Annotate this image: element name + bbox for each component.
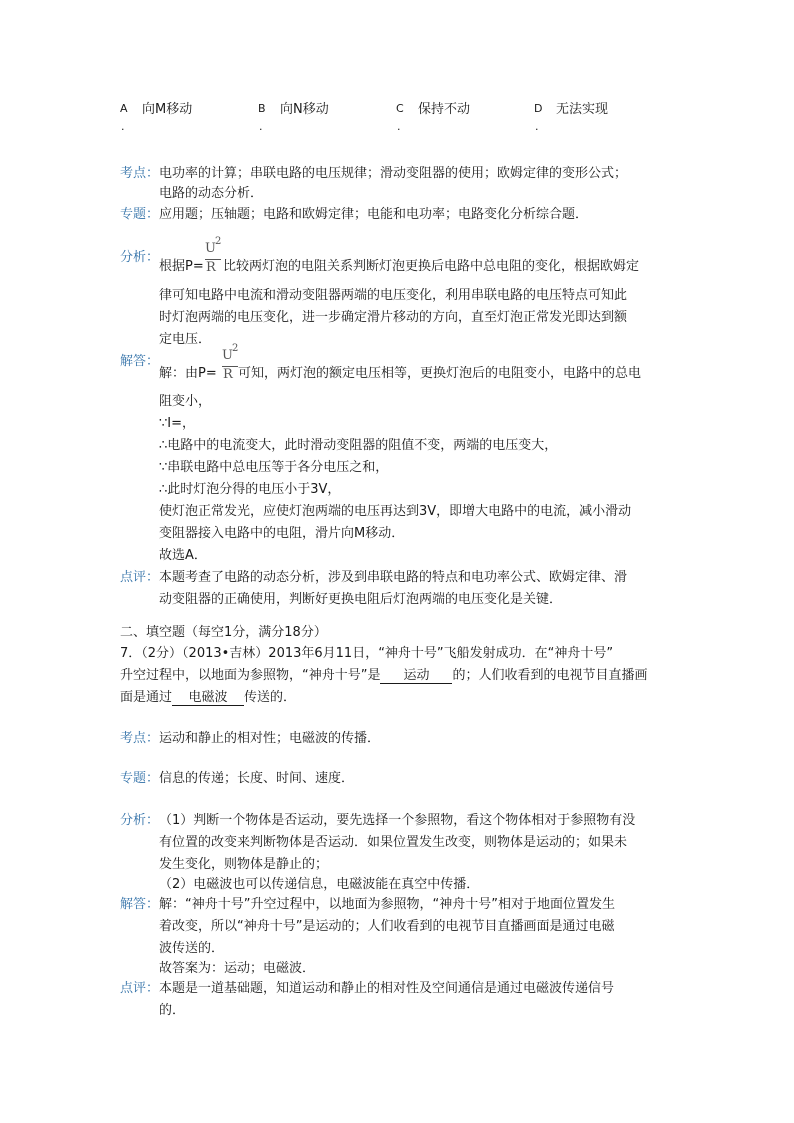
q7-stem-line-3-after: 传送的． bbox=[244, 690, 297, 705]
q7-jieda-line-1: 解：“神舟十号”升空过程中，以地面为参照物，“神舟十号”相对于地面位置发生 bbox=[159, 897, 615, 912]
q6-jieda-line-9: 故选A． bbox=[159, 548, 207, 563]
q6-jieda-line-6: ∴此时灯泡分得的电压小于3V， bbox=[159, 482, 341, 497]
q7-jieda-line-4: 故答案为：运动；电磁波． bbox=[159, 961, 316, 976]
q7-stem-line-1: 7．（2分）（2013•吉林）2013年6月11日，“神舟十号”飞船发射成功．在“神舟十号” bbox=[120, 646, 614, 661]
q7-zhuanti-label: 专题： bbox=[120, 771, 160, 786]
q6-fenxi-line-1b: 比较两灯泡的电阻关系判断灯泡更换后电路中总电阻的变化，根据欧姆定 bbox=[223, 259, 640, 274]
option-a-letter: A bbox=[120, 102, 128, 115]
q7-fenxi-line-2: 有位置的改变来判断物体是否运动．如果位置发生改变，则物体是运动的；如果未 bbox=[159, 835, 628, 850]
q7-dianping-line-1: 本题是一道基础题，知道运动和静止的相对性及空间通信是通过电磁波传递信号 bbox=[159, 981, 615, 996]
option-d-letter: D bbox=[534, 102, 543, 115]
q6-kaodian-line-2: 电路的动态分析． bbox=[159, 186, 264, 201]
q6-fenxi-label: 分析： bbox=[120, 250, 160, 265]
q7-stem-line-2-after: 的；人们收看到的电视节目直播画 bbox=[452, 668, 648, 683]
q6-jieda-line-2: 阻变小， bbox=[159, 394, 212, 409]
q7-fenxi-label: 分析： bbox=[120, 813, 160, 828]
option-d-dot: . bbox=[535, 120, 539, 133]
q7-kaodian-label: 考点： bbox=[120, 731, 160, 746]
option-c-letter: C bbox=[396, 102, 404, 115]
q6-zhuanti-text: 应用题；压轴题；电路和欧姆定律；电能和电功率；电路变化分析综合题． bbox=[159, 207, 589, 222]
q6-jieda-label: 解答： bbox=[120, 354, 160, 369]
q6-zhuanti-label: 专题： bbox=[120, 207, 160, 222]
formula-exponent: 2 bbox=[232, 343, 239, 354]
formula-denominator: R bbox=[223, 367, 233, 382]
q6-jieda-line-4: ∴电路中的电流变大，此时滑动变阻器的阻值不变，两端的电压变大， bbox=[159, 438, 558, 453]
q6-jieda-line-5: ∵串联电路中总电压等于各分电压之和， bbox=[159, 460, 389, 475]
formula-numerator: U bbox=[205, 241, 216, 256]
option-a-dot: . bbox=[121, 120, 125, 133]
q7-dianping-label: 点评： bbox=[120, 981, 160, 996]
q7-fenxi-line-3: 发生变化，则物体是静止的； bbox=[159, 857, 329, 872]
option-b-text: 向N移动 bbox=[280, 102, 329, 117]
q7-answer-blank-1: 运动 bbox=[380, 664, 452, 684]
q6-jieda-line-7: 使灯泡正常发光，应使灯泡两端的电压再达到3V，即增大电路中的电流，减小滑动 bbox=[159, 504, 632, 519]
q6-fenxi-line-3: 时灯泡两端的电压变化，进一步确定滑片移动的方向，直至灯泡正常发光即达到额 bbox=[159, 310, 628, 325]
q6-kaodian-line-1: 电功率的计算；串联电路的电压规律；滑动变阻器的使用；欧姆定律的变形公式； bbox=[159, 166, 628, 181]
q6-jieda-line-3: ∵I=， bbox=[159, 416, 195, 431]
q6-dianping-line-2: 动变阻器的正确使用，判断好更换电阻后灯泡两端的电压变化是关键． bbox=[159, 592, 563, 607]
option-b-letter: B bbox=[258, 102, 266, 115]
q7-dianping-line-2: 的． bbox=[159, 1003, 186, 1018]
q7-fenxi-line-4: （2）电磁波也可以传递信息，电磁波能在真空中传播． bbox=[159, 877, 480, 892]
q6-fenxi-line-2: 律可知电路中电流和滑动变阻器两端的电压变化，利用串联电路的电压特点可知此 bbox=[159, 288, 628, 303]
q6-kaodian-label: 考点： bbox=[120, 166, 160, 181]
q7-answer-blank-2: 电磁波 bbox=[172, 686, 244, 706]
q7-zhuanti-text: 信息的传递；长度、时间、速度． bbox=[159, 771, 355, 786]
q6-dianping-label: 点评： bbox=[120, 570, 160, 585]
q6-fenxi-line-1a: 根据P= bbox=[159, 259, 204, 274]
q7-jieda-line-2: 着改变，所以“神舟十号”是运动的；人们收看到的电视节目直播画面是通过电磁 bbox=[159, 919, 615, 934]
q7-fenxi-line-1: （1）判断一个物体是否运动，要先选择一个参照物，看这个物体相对于参照物有没 bbox=[159, 813, 636, 828]
q6-jieda-line-8: 变阻器接入电路中的电阻，滑片向M移动． bbox=[159, 526, 405, 541]
option-d-text: 无法实现 bbox=[556, 102, 609, 117]
q7-stem-line-3-before: 面是通过 bbox=[120, 690, 173, 705]
option-b-dot: . bbox=[259, 120, 263, 133]
q7-kaodian-text: 运动和静止的相对性；电磁波的传播． bbox=[159, 731, 381, 746]
formula-numerator: U bbox=[222, 348, 233, 363]
q6-jieda-line-1a: 解：由P= bbox=[159, 366, 217, 381]
option-c-dot: . bbox=[397, 120, 401, 133]
q7-stem-line-2 bbox=[120, 664, 648, 684]
q7-jieda-label: 解答： bbox=[120, 897, 160, 912]
q7-stem-line-2-before: 升空过程中，以地面为参照物，“神舟十号”是 bbox=[120, 668, 381, 683]
q6-jieda-line-1b: 可知，两灯泡的额定电压相等，更换灯泡后的电阻变小，电路中的总电 bbox=[238, 366, 642, 381]
formula-denominator: R bbox=[206, 260, 216, 275]
q7-stem-line-3 bbox=[120, 686, 296, 706]
option-a-text: 向M移动 bbox=[142, 102, 193, 117]
q6-fenxi-line-4: 定电压． bbox=[159, 332, 212, 347]
formula-exponent: 2 bbox=[215, 236, 222, 247]
q6-dianping-line-1: 本题考查了电路的动态分析，涉及到串联电路的特点和电功率公式、欧姆定律、滑 bbox=[159, 570, 628, 585]
option-c-text: 保持不动 bbox=[418, 102, 471, 117]
section-2-title: 二、填空题（每空1分，满分18分） bbox=[120, 625, 327, 640]
q7-jieda-line-3: 波传送的． bbox=[159, 941, 225, 956]
